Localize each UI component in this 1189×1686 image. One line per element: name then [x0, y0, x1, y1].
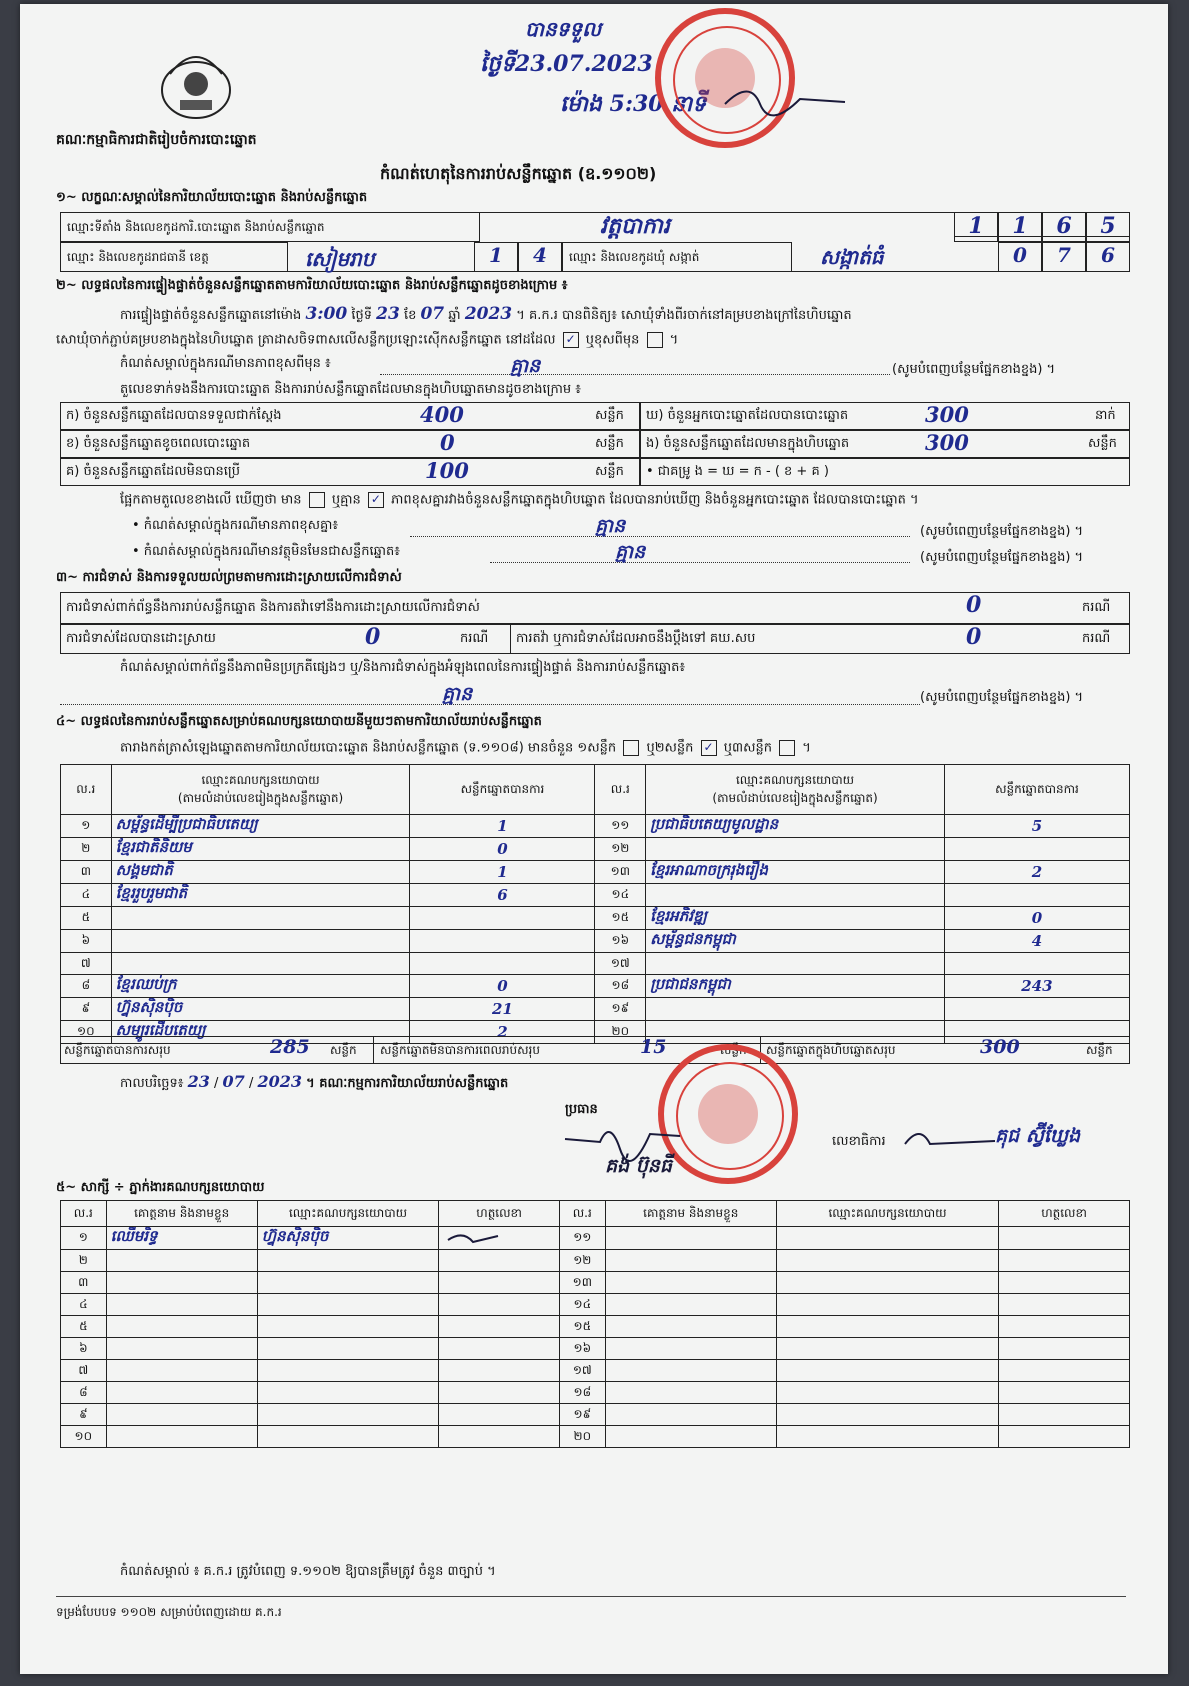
president-label: ប្រធាន — [565, 1102, 598, 1117]
bullet-nonballot-value: គ្មាន — [615, 541, 646, 563]
note-value: គ្មាន — [510, 355, 541, 377]
party-votes: 6 — [410, 884, 595, 907]
has-difference-checkbox[interactable] — [309, 492, 325, 508]
formula-label: • ជាគម្រូ ង = ឃ = ក - ( ខ + គ ) — [646, 464, 829, 479]
party-votes: 243 — [944, 975, 1129, 998]
station-code-1: 1 — [968, 213, 984, 239]
nec-emblem-icon — [150, 44, 242, 124]
verify-day: 23 — [376, 304, 400, 324]
received-ballots-label: ក) ចំនួនសន្លឹកឆ្នោតដែលបានទទួលជាក់ស្តែង — [66, 408, 282, 423]
table-row: ៦ ១៦ — [61, 1338, 1130, 1360]
section3-title: ៣~ ការជំទាស់ និងការទទួលយល់ព្រមតាមការដោះស្រាយលើការជំទាស់ — [56, 570, 402, 585]
tally-sheet-line: តារាងកត់ត្រាសំឡេងឆ្នោតតាមការិយាល័យបោះឆ្នោត និងរាប់សន្លឹកឆ្នោត (ទ.១១០៨) មានចំនួន ១សន្លឹក ឬ២សន្លឹក ✓ ឬ៣សន្លឹក ។ — [120, 740, 811, 756]
table-row: ៣ ១៣ — [61, 1272, 1130, 1294]
party-name: សង្គមជាតិ — [111, 861, 410, 884]
party-name: ហ្វ៊ុនស៊ិនប៉ិច — [111, 998, 410, 1021]
party-name: ខ្មែរឈប់ក្រ — [111, 975, 410, 998]
party-votes: 2 — [944, 861, 1129, 884]
two-sheets-checkbox[interactable]: ✓ — [701, 740, 717, 756]
verify-month: 07 — [420, 304, 445, 324]
irregularities-note: កំណត់សម្គាល់ពាក់ព័ន្ធនឹងភាពមិនប្រក្រតីផ្សេងៗ ឬ/និងការជំទាស់ក្នុងអំឡុងពេលនៃការផ្ទៀងផ្ទាត់ និងការរាប់សន្លឹកឆ្នោត៖ — [120, 660, 686, 675]
commune-code-1: 0 — [1013, 243, 1027, 267]
president-name: គង់ ប៊ុនធី — [605, 1155, 672, 1177]
party-name: ខ្មែរអាណាចក្ររុងរឿង — [646, 861, 945, 884]
party-votes — [410, 953, 595, 975]
party-name: សម្ព័ន្ធដើម្បីប្រជាធិបតេយ្យ — [111, 815, 410, 838]
unused-ballots-label: គ) ចំនួនសន្លឹកឆ្នោតដែលមិនបានប្រើ — [66, 464, 240, 479]
party-votes — [944, 953, 1129, 975]
table-row: ២ ១២ — [61, 1250, 1130, 1272]
party-votes: 0 — [410, 838, 595, 861]
received-note: បានទទួល — [525, 17, 602, 41]
party-name: ប្រជាធិបតេយ្យមូលដ្ឋាន — [646, 815, 945, 838]
party-votes: 1 — [410, 815, 595, 838]
total-valid-value: 285 — [270, 1036, 310, 1058]
received-ballots-value: 400 — [420, 402, 464, 427]
org-name: គណៈកម្មាធិការជាតិរៀបចំការបោះឆ្នោត — [56, 132, 257, 148]
province-name: សៀមរាប — [305, 247, 375, 271]
objections-value: 0 — [966, 592, 982, 618]
objections-label: ការជំទាស់ពាក់ព័ន្ធនឹងការរាប់សន្លឹកឆ្នោត និងការតវ៉ាទៅនឹងការដោះស្រាយលើការជំទាស់ — [66, 600, 480, 615]
secretary-label: លេខាធិការ — [832, 1134, 886, 1149]
party-votes: 0 — [944, 907, 1129, 930]
table-row: ៧ ១៧ — [61, 1360, 1130, 1382]
table-row: ៥ ១៥ — [61, 1316, 1130, 1338]
appeal-label: ការតវ៉ា ឬការជំទាស់ដែលអាចនឹងប្តឹងទៅ គឃ.សប — [516, 631, 756, 646]
party-name — [111, 930, 410, 953]
witness-party: ហ្វ៊ុនស៊ិនប៉ិច — [257, 1227, 439, 1250]
party-name: សម្បូរដើបតេយ្យ — [111, 1021, 410, 1044]
station-code-3: 6 — [1056, 213, 1072, 239]
station-label: ឈ្មោះទីតាំង និងលេខកូដការិ.បោះឆ្នោត និងរាប់សន្លឹកឆ្នោត — [67, 220, 325, 234]
table-row: ៨ ខ្មែរឈប់ក្រ 0 ១៨ ប្រជាជនកម្ពុជា 243 — [61, 975, 1130, 998]
bullet-difference-value: គ្មាន — [595, 515, 626, 537]
witness-table: ល.រ គោត្តនាម និងនាមខ្លួន ឈ្មោះគណបក្សនយោបាយ ហត្ថលេខា ល.រ គោត្តនាម និងនាមខ្លួន ឈ្មោះគណបក្សនយោបាយ ហត្ថលេខា ១ ឈើមរិទ្ធ ហ្វ៊ុនស៊ិនប៉ិច ១១ ២ ១២ ៣ ១៣ ៤ ១៤ ៥ ១៥ ៦ ១៦ ៧ ១៧ ៨ ១៨ ៩ ១៩ ១០ ២០ — [60, 1200, 1130, 1448]
table-row: ៦ ១៦ សម្ព័ន្ធជនកម្ពុជា 4 — [61, 930, 1130, 953]
party-votes: 4 — [944, 930, 1129, 953]
total-invalid-value: 15 — [640, 1036, 667, 1058]
party-name: ខ្មែររួបរួមជាតិ — [111, 884, 410, 907]
party-name: ខ្មែរជាតិនិយម — [111, 838, 410, 861]
resolved-label: ការជំទាស់ដែលបានដោះស្រាយ — [66, 631, 216, 646]
party-votes: 2 — [410, 1021, 595, 1044]
party-votes — [944, 838, 1129, 861]
voters-value: 300 — [925, 402, 969, 427]
commune-code-3: 6 — [1101, 243, 1115, 267]
section2-title: ២~ លទ្ធផលនៃការផ្ទៀងផ្ទាត់ចំនួនសន្លឹកឆ្នោតតាមការិយាល័យបោះឆ្នោត និងរាប់សន្លឹកឆ្នោតដូចខាងក្រោម ៖ — [56, 278, 568, 293]
witness-name: ឈើមរិទ្ធ — [106, 1227, 257, 1250]
table-row: ៨ ១៨ — [61, 1382, 1130, 1404]
table-row: ៣ សង្គមជាតិ 1 ១៣ ខ្មែរអាណាចក្ររុងរឿង 2 — [61, 861, 1130, 884]
unused-ballots-value: 100 — [425, 458, 469, 483]
box-ballots-value: 300 — [925, 430, 969, 455]
party-name: ខ្មែរអភិវឌ្ឍ — [646, 907, 945, 930]
table-row: ៤ ខ្មែររួបរួមជាតិ 6 ១៤ — [61, 884, 1130, 907]
received-time: ម៉ោង 5:30 នាទី — [560, 91, 707, 117]
resolved-value: 0 — [365, 624, 381, 650]
different-checkbox[interactable] — [647, 332, 663, 348]
bullet-difference: • កំណត់សម្គាល់ក្នុងករណីមានភាពខុសគ្នា៖ — [132, 518, 339, 533]
verify-line-2: សោឃុំចាក់ភ្ជាប់គម្របខាងក្នុងនៃហិបឆ្នោត ត្រាដាសចិទពាសលើសន្លឹកប្រឡោះស៊ើកសន្លឹកឆ្នោត នៅដដែល ✓ ឬខុសពីមុន ។ — [56, 332, 679, 348]
party-name: ប្រជាជនកម្ពុជា — [646, 975, 945, 998]
party-name — [646, 838, 945, 861]
note-label: កំណត់សម្គាល់ក្នុងករណីមានភាពខុសពីមុន ៖ — [120, 356, 331, 371]
spoiled-ballots-value: 0 — [440, 430, 455, 455]
form-sheet: គណៈកម្មាធិការជាតិរៀបចំការបោះឆ្នោត បានទទួល ថ្ងៃទី23.07.2023 ម៉ោង 5:30 នាទី កំណត់ហេតុនៃការរាប់សន្លឹកឆ្នោត (ឧ.១១០២) ១~ លក្ខណៈសម្គាល់នៃការិយាល័យបោះឆ្នោត និងរាប់សន្លឹកឆ្នោត ឈ្មោះទីតាំង និងលេខកូដការិ.បោះឆ្នោត និងរាប់សន្លឹកឆ្នោត វត្តបាការ ឈ្មោះ និងលេខកូដរាជធានី ខេត្ត សៀមរាប 1 4 ឈ្មោះ និងលេខកូដឃុំ សង្កាត់ សង្កាត់ធំ 1 1 6 5 0 7 6 ២~ លទ្ធផលនៃការផ្ទៀងផ្ទាត់ចំនួនសន្លឹកឆ្នោតតាមការិយាល័យបោះឆ្នោត និងរាប់សន្លឹកឆ្នោតដូចខាងក្រោម ៖ ការផ្ទៀងផ្ទាត់ចំនួនសន្លឹកឆ្នោតនៅម៉ោង 3:00 ថ្ងៃទី 23 ខែ 07 ឆ្នាំ 2023 ។ គ.ក.រ បានពិនិត្យ៖ សោឃុំទាំងពីរចាក់នៅគម្របខាងក្រៅនៃហិបឆ្នោត សោឃុំចាក់ភ្ជាប់គម្របខាងក្នុងនៃហិបឆ្នោត ត្រាដាសចិទពាសលើសន្លឹកប្រឡោះស៊ើកសន្លឹកឆ្នោត នៅដដែល ✓ ឬខុសពីមុន ។ កំណត់សម្គាល់ក្នុងករណីមានភាពខុសពីមុន ៖ គ្មាន (សូមបំពេញបន្ថែមផ្នែកខាងខ្នង) ។ តួលេខទាក់ទងនឹងការបោះឆ្នោត និងការរាប់សន្លឹកឆ្នោតដែលមានក្នុងហិបឆ្នោតមានដូចខាងក្រោម ៖ ក) ចំនួនសន្លឹកឆ្នោតដែលបានទទួលជាក់ស្តែង 400 សន្លឹក ឃ) ចំនួនអ្នកបោះឆ្នោតដែលបានបោះឆ្នោត 300 នាក់ ខ) ចំនួនសន្លឹកឆ្នោតខូចពេលបោះឆ្នោត 0 សន្លឹក ង) ចំនួនសន្លឹកឆ្នោតដែលមានក្នុងហិបឆ្នោត 300 សន្លឹក គ) ចំនួនសន្លឹកឆ្នោតដែលមិនបានប្រើ 100 សន្លឹក • ជាគម្រូ ង = ឃ = ក - ( ខ + គ ) ផ្អែកតាមតួលេខខាងលើ ឃើញថា មាន ឬគ្មាន ✓ ភាពខុសគ្នារវាងចំនួនសន្លឹកឆ្នោតក្នុងហិបឆ្នោត ដែលបានរាប់ឃើញ និងចំនួនអ្នកបោះឆ្នោត ដែលបានបោះឆ្នោត ។ • កំណត់សម្គាល់ក្នុងករណីមានភាពខុសគ្នា៖ គ្មាន (សូមបំពេញបន្ថែមផ្នែកខាងខ្នង) ។ • កំណត់សម្គាល់ក្នុងករណីមានវត្ថុមិនមែនជាសន្លឹកឆ្នោត៖ គ្មាន (សូមបំពេញបន្ថែមផ្នែកខាងខ្នង) ។ ៣~ ការជំទាស់ និងការទទួលយល់ព្រមតាមការដោះស្រាយលើការជំទាស់ ការជំទាស់ពាក់ព័ន្ធនឹងការរាប់សន្លឹកឆ្នោត និងការតវ៉ាទៅនឹងការដោះស្រាយលើការជំទាស់ 0 ករណី ការជំទាស់ដែលបានដោះស្រាយ 0 ករណី ការតវ៉ា ឬការជំទាស់ដែលអាចនឹងប្តឹងទៅ គឃ.សប 0 ករណី កំណត់សម្គាល់ពាក់ព័ន្ធនឹងភាពមិនប្រក្រតីផ្សេងៗ ឬ/និងការជំទាស់ក្នុងអំឡុងពេលនៃការផ្ទៀងផ្ទាត់ និងការរាប់សន្លឹកឆ្នោត៖ គ្មាន (សូមបំពេញបន្ថែមផ្នែកខាងខ្នង) ។ ៤~ លទ្ធផលនៃការរាប់សន្លឹកឆ្នោតសម្រាប់គណបក្សនយោបាយនីមួយៗតាមការិយាល័យរាប់សន្លឹកឆ្នោត តារាងកត់ត្រាសំឡេងឆ្នោតតាមការិយាល័យបោះឆ្នោត និងរាប់សន្លឹកឆ្នោត (ទ.១១០៨) មានចំនួន ១សន្លឹក ឬ២សន្លឹក ✓ ឬ៣សន្លឹក ។ ល.រ ឈ្មោះគណបក្សនយោបាយ (តាមលំដាប់លេខរៀងក្នុងសន្លឹកឆ្នោត) សន្លឹកឆ្នោតបានការ ល.រ ឈ្មោះគណបក្សនយោបាយ (តាមលំដាប់លេខរៀងក្នុងសន្លឹកឆ្នោត) សន្លឹកឆ្នោតបានការ ១ សម្ព័ន្ធដើម្បីប្រជាធិបតេយ្យ 1 ១១ ប្រជាធិបតេយ្យមូលដ្ឋាន 5 ២ ខ្មែរជាតិនិយម 0 ១២ ៣ សង្គមជាតិ 1 ១៣ ខ្មែរអាណាចក្ររុងរឿង 2 ៤ ខ្មែររួបរួមជាតិ 6 ១៤ ៥ ១៥ ខ្មែរអភិវឌ្ឍ 0 ៦ ១៦ សម្ព័ន្ធជនកម្ពុជា 4 ៧ ១៧ ៨ ខ្មែរឈប់ក្រ 0 ១៨ ប្រជាជនកម្ពុជា 243 ៩ ហ្វ៊ុនស៊ិនប៉ិច 21 ១៩ ១០ សម្បូរដើបតេយ្យ 2 ២០ សន្លឹកឆ្នោតបានការសរុប 285 សន្លឹក សន្លឹកឆ្នោតមិនបានការពេលរាប់សរុប 15 សន្លឹក សន្លឹកឆ្នោតក្នុងហិបឆ្នោតសរុប 300 សន្លឹក កាលបរិច្ឆេទ៖ 23 / 07 / 2023 ។ គណៈកម្មការការិយាល័យរាប់សន្លឹកឆ្នោត ប្រធាន គង់ ប៊ុនធី លេខាធិការ គុជ ស្វ៊ីឃ្លែង ៥~ សាក្សី ÷ ភ្នាក់ងារគណបក្សនយោបាយ ល.រ គោត្តនាម និងនាមខ្លួន ឈ្មោះគណបក្សនយោបាយ ហត្ថលេខា ល.រ គោត្តនាម និងនាមខ្លួន ឈ្មោះគណបក្សនយោបាយ ហត្ថលេខា ១ ឈើមរិទ្ធ ហ្វ៊ុនស៊ិនប៉ិច ១១ ២ ១២ ៣ ១៣ ៤ ១៤ ៥ ១៥ ៦ ១៦ ៧ ១៧ ៨ ១៨ ៩ ១៩ ១០ ២០ កំណត់សម្គាល់ ៖ គ.ក.រ ត្រូវបំពេញ ទ.១១០២ ឱ្យបានត្រឹមត្រូវ ចំនួន ៣ច្បាប់ ។ ទម្រង់បែបបទ ១១០២ សម្រាប់បំពេញដោយ គ.ក.រ — [20, 4, 1168, 1674]
province-label: ឈ្មោះ និងលេខកូដរាជធានី ខេត្ត — [67, 250, 209, 264]
party-name — [646, 884, 945, 907]
table-row: ៤ ១៤ — [61, 1294, 1130, 1316]
province-code-1: 1 — [489, 243, 503, 267]
three-sheets-checkbox[interactable] — [779, 740, 795, 756]
witness-signature — [439, 1227, 560, 1250]
verify-year: 2023 — [464, 304, 513, 324]
party-votes — [944, 998, 1129, 1021]
form-footer: ទម្រង់បែបបទ ១១០២ សម្រាប់បំពេញដោយ គ.ក.រ — [56, 1605, 282, 1619]
total-box-label: សន្លឹកឆ្នោតក្នុងហិបឆ្នោតសរុប — [766, 1043, 896, 1057]
party-votes — [410, 930, 595, 953]
party-votes: 5 — [944, 815, 1129, 838]
party-name — [111, 907, 410, 930]
voters-label: ឃ) ចំនួនអ្នកបោះឆ្នោតដែលបានបោះឆ្នោត — [646, 408, 849, 423]
total-box-value: 300 — [980, 1036, 1020, 1058]
same-checkbox[interactable]: ✓ — [563, 332, 579, 348]
table-row: ៧ ១៧ — [61, 953, 1130, 975]
one-sheet-checkbox[interactable] — [623, 740, 639, 756]
station-code-4: 5 — [1100, 213, 1116, 239]
received-date: ថ្ងៃទី23.07.2023 — [480, 51, 653, 77]
commune-code-2: 7 — [1057, 243, 1071, 267]
verify-time: 3:00 — [305, 304, 348, 324]
figures-intro: តួលេខទាក់ទងនឹងការបោះឆ្នោត និងការរាប់សន្លឹកឆ្នោតដែលមានក្នុងហិបឆ្នោតមានដូចខាងក្រោម ៖ — [120, 382, 581, 397]
section5-title: ៥~ សាក្សី ÷ ភ្នាក់ងារគណបក្សនយោបាយ — [56, 1180, 265, 1195]
difference-line: ផ្អែកតាមតួលេខខាងលើ ឃើញថា មាន ឬគ្មាន ✓ ភាពខុសគ្នារវាងចំនួនសន្លឹកឆ្នោតក្នុងហិបឆ្នោត ដែលបានរាប់ឃើញ និងចំនួនអ្នកបោះឆ្នោត ដែលបានបោះឆ្នោត ។ — [120, 492, 919, 508]
secretary-signature — [900, 1119, 1000, 1159]
party-votes — [410, 907, 595, 930]
table-row: ១ ឈើមរិទ្ធ ហ្វ៊ុនស៊ិនប៉ិច ១១ — [61, 1227, 1130, 1250]
note-hint: (សូមបំពេញបន្ថែមផ្នែកខាងខ្នង) ។ — [892, 362, 1056, 377]
total-invalid-label: សន្លឹកឆ្នោតមិនបានការពេលរាប់សរុប — [380, 1043, 540, 1057]
table-row: ៩ ១៩ — [61, 1404, 1130, 1426]
party-name — [111, 953, 410, 975]
received-signature — [720, 74, 850, 124]
secretary-name: គុជ ស្វ៊ីឃ្លែង — [995, 1125, 1081, 1147]
station-code-2: 1 — [1012, 213, 1028, 239]
province-code-2: 4 — [533, 243, 547, 267]
party-name — [646, 998, 945, 1021]
section4-title: ៤~ លទ្ធផលនៃការរាប់សន្លឹកឆ្នោតសម្រាប់គណបក្សនយោបាយនីមួយៗតាមការិយាល័យរាប់សន្លឹកឆ្នោត — [56, 714, 542, 729]
table-row: ៩ ហ្វ៊ុនស៊ិនប៉ិច 21 ១៩ — [61, 998, 1130, 1021]
appeal-value: 0 — [966, 624, 982, 650]
party-name — [646, 953, 945, 975]
no-difference-checkbox[interactable]: ✓ — [368, 492, 384, 508]
total-valid-label: សន្លឹកឆ្នោតបានការសរុប — [64, 1043, 171, 1057]
spoiled-ballots-label: ខ) ចំនួនសន្លឹកឆ្នោតខូចពេលបោះឆ្នោត — [66, 436, 251, 451]
table-row: ២ ខ្មែរជាតិនិយម 0 ១២ — [61, 838, 1130, 861]
party-votes — [944, 884, 1129, 907]
verify-line-1: ការផ្ទៀងផ្ទាត់ចំនួនសន្លឹកឆ្នោតនៅម៉ោង 3:00 ថ្ងៃទី 23 ខែ 07 ឆ្នាំ 2023 ។ គ.ក.រ បានពិនិត្យ៖ សោឃុំទាំងពីរចាក់នៅគម្របខាងក្រៅនៃហិបឆ្នោត — [120, 304, 852, 324]
table-row: ១០ សម្បូរដើបតេយ្យ 2 ២០ — [61, 1021, 1130, 1044]
station-name: វត្តបាការ — [600, 213, 670, 239]
party-votes: 1 — [410, 861, 595, 884]
party-votes: 21 — [410, 998, 595, 1021]
table-row: ១០ ២០ — [61, 1426, 1130, 1448]
results-table: ល.រ ឈ្មោះគណបក្សនយោបាយ (តាមលំដាប់លេខរៀងក្នុងសន្លឹកឆ្នោត) សន្លឹកឆ្នោតបានការ ល.រ ឈ្មោះគណបក្សនយោបាយ (តាមលំដាប់លេខរៀងក្នុងសន្លឹកឆ្នោត) សន្លឹកឆ្នោតបានការ ១ សម្ព័ន្ធដើម្បីប្រជាធិបតេយ្យ 1 ១១ ប្រជាធិបតេយ្យមូលដ្ឋាន 5 ២ ខ្មែរជាតិនិយម 0 ១២ ៣ សង្គមជាតិ 1 ១៣ ខ្មែរអាណាចក្ររុងរឿង 2 ៤ ខ្មែររួបរួមជាតិ 6 ១៤ ៥ ១៥ ខ្មែរអភិវឌ្ឍ 0 ៦ ១៦ សម្ព័ន្ធជនកម្ពុជា 4 ៧ ១៧ ៨ ខ្មែរឈប់ក្រ 0 ១៨ ប្រជាជនកម្ពុជា 243 ៩ ហ្វ៊ុនស៊ិនប៉ិច 21 ១៩ ១០ សម្បូរដើបតេយ្យ 2 ២០ — [60, 764, 1130, 1044]
footnote: កំណត់សម្គាល់ ៖ គ.ក.រ ត្រូវបំពេញ ទ.១១០២ ឱ្យបានត្រឹមត្រូវ ចំនួន ៣ច្បាប់ ។ — [120, 1564, 496, 1579]
signing-date-line: កាលបរិច្ឆេទ៖ 23 / 07 / 2023 ។ គណៈកម្មការការិយាល័យរាប់សន្លឹកឆ្នោត — [120, 1072, 509, 1091]
commune-label: ឈ្មោះ និងលេខកូដឃុំ សង្កាត់ — [569, 250, 700, 264]
party-votes: 0 — [410, 975, 595, 998]
table-row: ៥ ១៥ ខ្មែរអភិវឌ្ឍ 0 — [61, 907, 1130, 930]
form-title: កំណត់ហេតុនៃការរាប់សន្លឹកឆ្នោត (ឧ.១១០២) — [380, 164, 657, 183]
section1-title: ១~ លក្ខណៈសម្គាល់នៃការិយាល័យបោះឆ្នោត និងរាប់សន្លឹកឆ្នោត — [56, 190, 368, 205]
box-ballots-label: ង) ចំនួនសន្លឹកឆ្នោតដែលមានក្នុងហិបឆ្នោត — [646, 436, 850, 451]
bullet-nonballot: • កំណត់សម្គាល់ក្នុងករណីមានវត្ថុមិនមែនជាសន្លឹកឆ្នោត៖ — [132, 544, 400, 559]
table-row: ១ សម្ព័ន្ធដើម្បីប្រជាធិបតេយ្យ 1 ១១ ប្រជាធិបតេយ្យមូលដ្ឋាន 5 — [61, 815, 1130, 838]
party-name: សម្ព័ន្ធជនកម្ពុជា — [646, 930, 945, 953]
irregularities-value: គ្មាន — [442, 683, 473, 705]
commune-name: សង្កាត់ធំ — [820, 245, 884, 269]
